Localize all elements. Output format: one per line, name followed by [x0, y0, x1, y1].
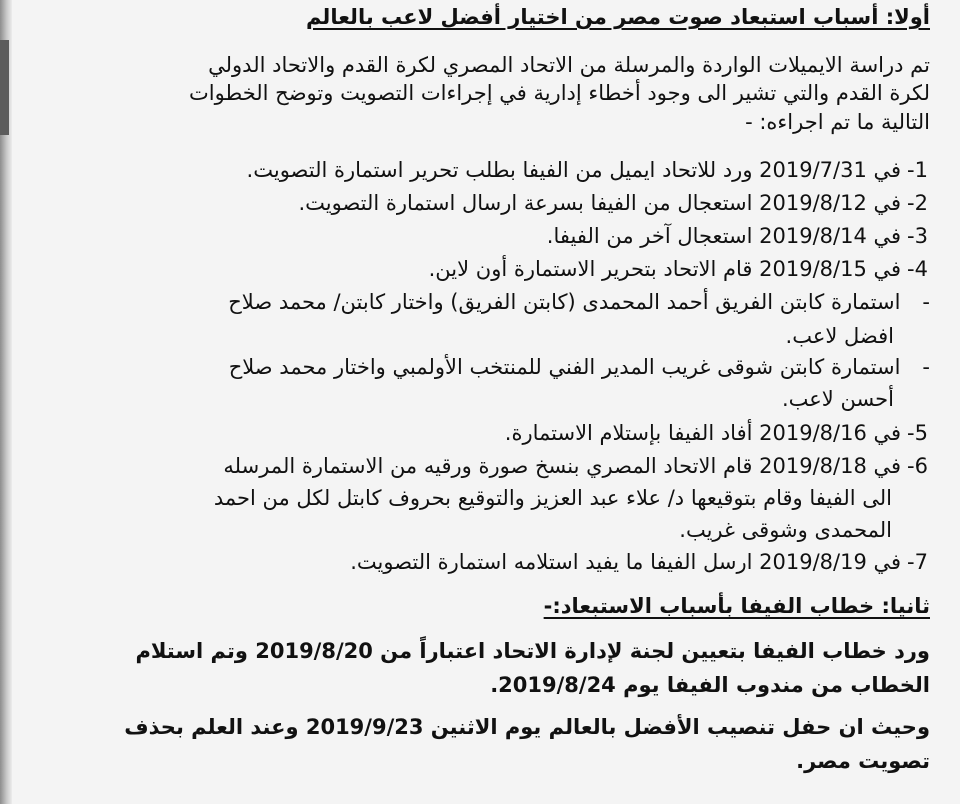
- list-item-6-line-3: المحمدى وشوقى غريب.: [679, 518, 892, 542]
- list-item-number: -5: [907, 421, 928, 445]
- list-item-6-line-1: [223, 451, 928, 481]
- intro-line-3: التالية ما تم اجراءه: -: [745, 110, 930, 134]
- list-item-3: [547, 221, 928, 251]
- list-item-5: [505, 418, 928, 448]
- intro-line-2: لكرة القدم والتي تشير الى وجود أخطاء إدارية في إجراءات التصويت وتوضح الخطوات: [189, 81, 930, 105]
- list-item-number: -2: [907, 191, 928, 215]
- sub-item-text: استمارة كابتن شوقى غريب المدير الفني للمنتخب الأولمبي واختار محمد صلاح: [228, 355, 901, 379]
- list-item-text: في 2019/8/14 استعجال آخر من الفيفا.: [546, 224, 902, 248]
- sub-item-text: استمارة كابتن الفريق أحمد المحمدى (كابتن الفريق) واختار كابتن/ محمد صلاح: [228, 290, 901, 314]
- intro-line-1: تم دراسة الايميلات الواردة والمرسلة من الاتحاد المصري لكرة القدم والاتحاد الدولي: [208, 53, 930, 77]
- sub-item-2-line-1: [229, 352, 930, 382]
- list-item-number: -7: [907, 550, 928, 574]
- list-item-number: -3: [907, 224, 928, 248]
- list-item-number: -4: [907, 257, 928, 281]
- para2-line-1: وحيث ان حفل تنصيب الأفضل بالعالم يوم الاثنين 2019/9/23 وعند العلم بحذف: [124, 715, 930, 739]
- section1-heading: أولا: أسباب استبعاد صوت مصر من اختيار أفضل لاعب بالعالم: [305, 5, 930, 29]
- list-item-2: [298, 188, 928, 218]
- para2-line-2: تصويت مصر.: [796, 749, 930, 773]
- sub-item-1-line-1: [228, 287, 930, 317]
- list-item-4: [429, 254, 928, 284]
- para1-line-1: ورد خطاب الفيفا بتعيين لجنة لإدارة الاتحاد اعتباراً من 2019/8/20 وتم استلام: [135, 639, 930, 663]
- list-item-text: في 2019/8/19 ارسل الفيفا ما يفيد استلامه استمارة التصويت.: [350, 550, 902, 574]
- sub-item-dash: -: [922, 355, 930, 379]
- para1-line-2: الخطاب من مندوب الفيفا يوم 2019/8/24.: [490, 673, 930, 697]
- list-item-number: -6: [907, 454, 928, 478]
- sub-item-2-line-2: أحسن لاعب.: [781, 387, 894, 411]
- list-item-text: في 2019/8/15 قام الاتحاد بتحرير الاستمارة أون لاين.: [428, 257, 902, 281]
- section2-heading: ثانيا: خطاب الفيفا بأسباب الاستبعاد:-: [543, 594, 930, 618]
- list-item-text: في 2019/8/12 استعجال من الفيفا بسرعة ارسال استمارة التصويت.: [298, 191, 902, 215]
- document-page: [30, 0, 930, 804]
- sub-item-dash: -: [922, 290, 930, 314]
- list-item-7: [350, 547, 928, 577]
- list-item-6-line-2: الى الفيفا وقام بتوقيعها د/ علاء عبد العزيز والتوقيع بحروف كابتل لكل من احمد: [213, 486, 892, 510]
- list-item-text: في 2019/7/31 ورد للاتحاد ايميل من الفيفا بطلب تحرير استمارة التصويت.: [246, 158, 902, 182]
- list-item-text: في 2019/8/16 أفاد الفيفا بإستلام الاستمارة.: [504, 421, 902, 445]
- list-item-number: -1: [907, 158, 928, 182]
- page-edge-shadow: [0, 0, 12, 804]
- list-item-text: في 2019/8/18 قام الاتحاد المصري بنسخ صورة ورقيه من الاستمارة المرسله: [223, 454, 902, 478]
- list-item-1: [247, 155, 928, 185]
- sub-item-1-line-2: افضل لاعب.: [785, 324, 894, 348]
- page-edge-notch: [0, 40, 9, 135]
